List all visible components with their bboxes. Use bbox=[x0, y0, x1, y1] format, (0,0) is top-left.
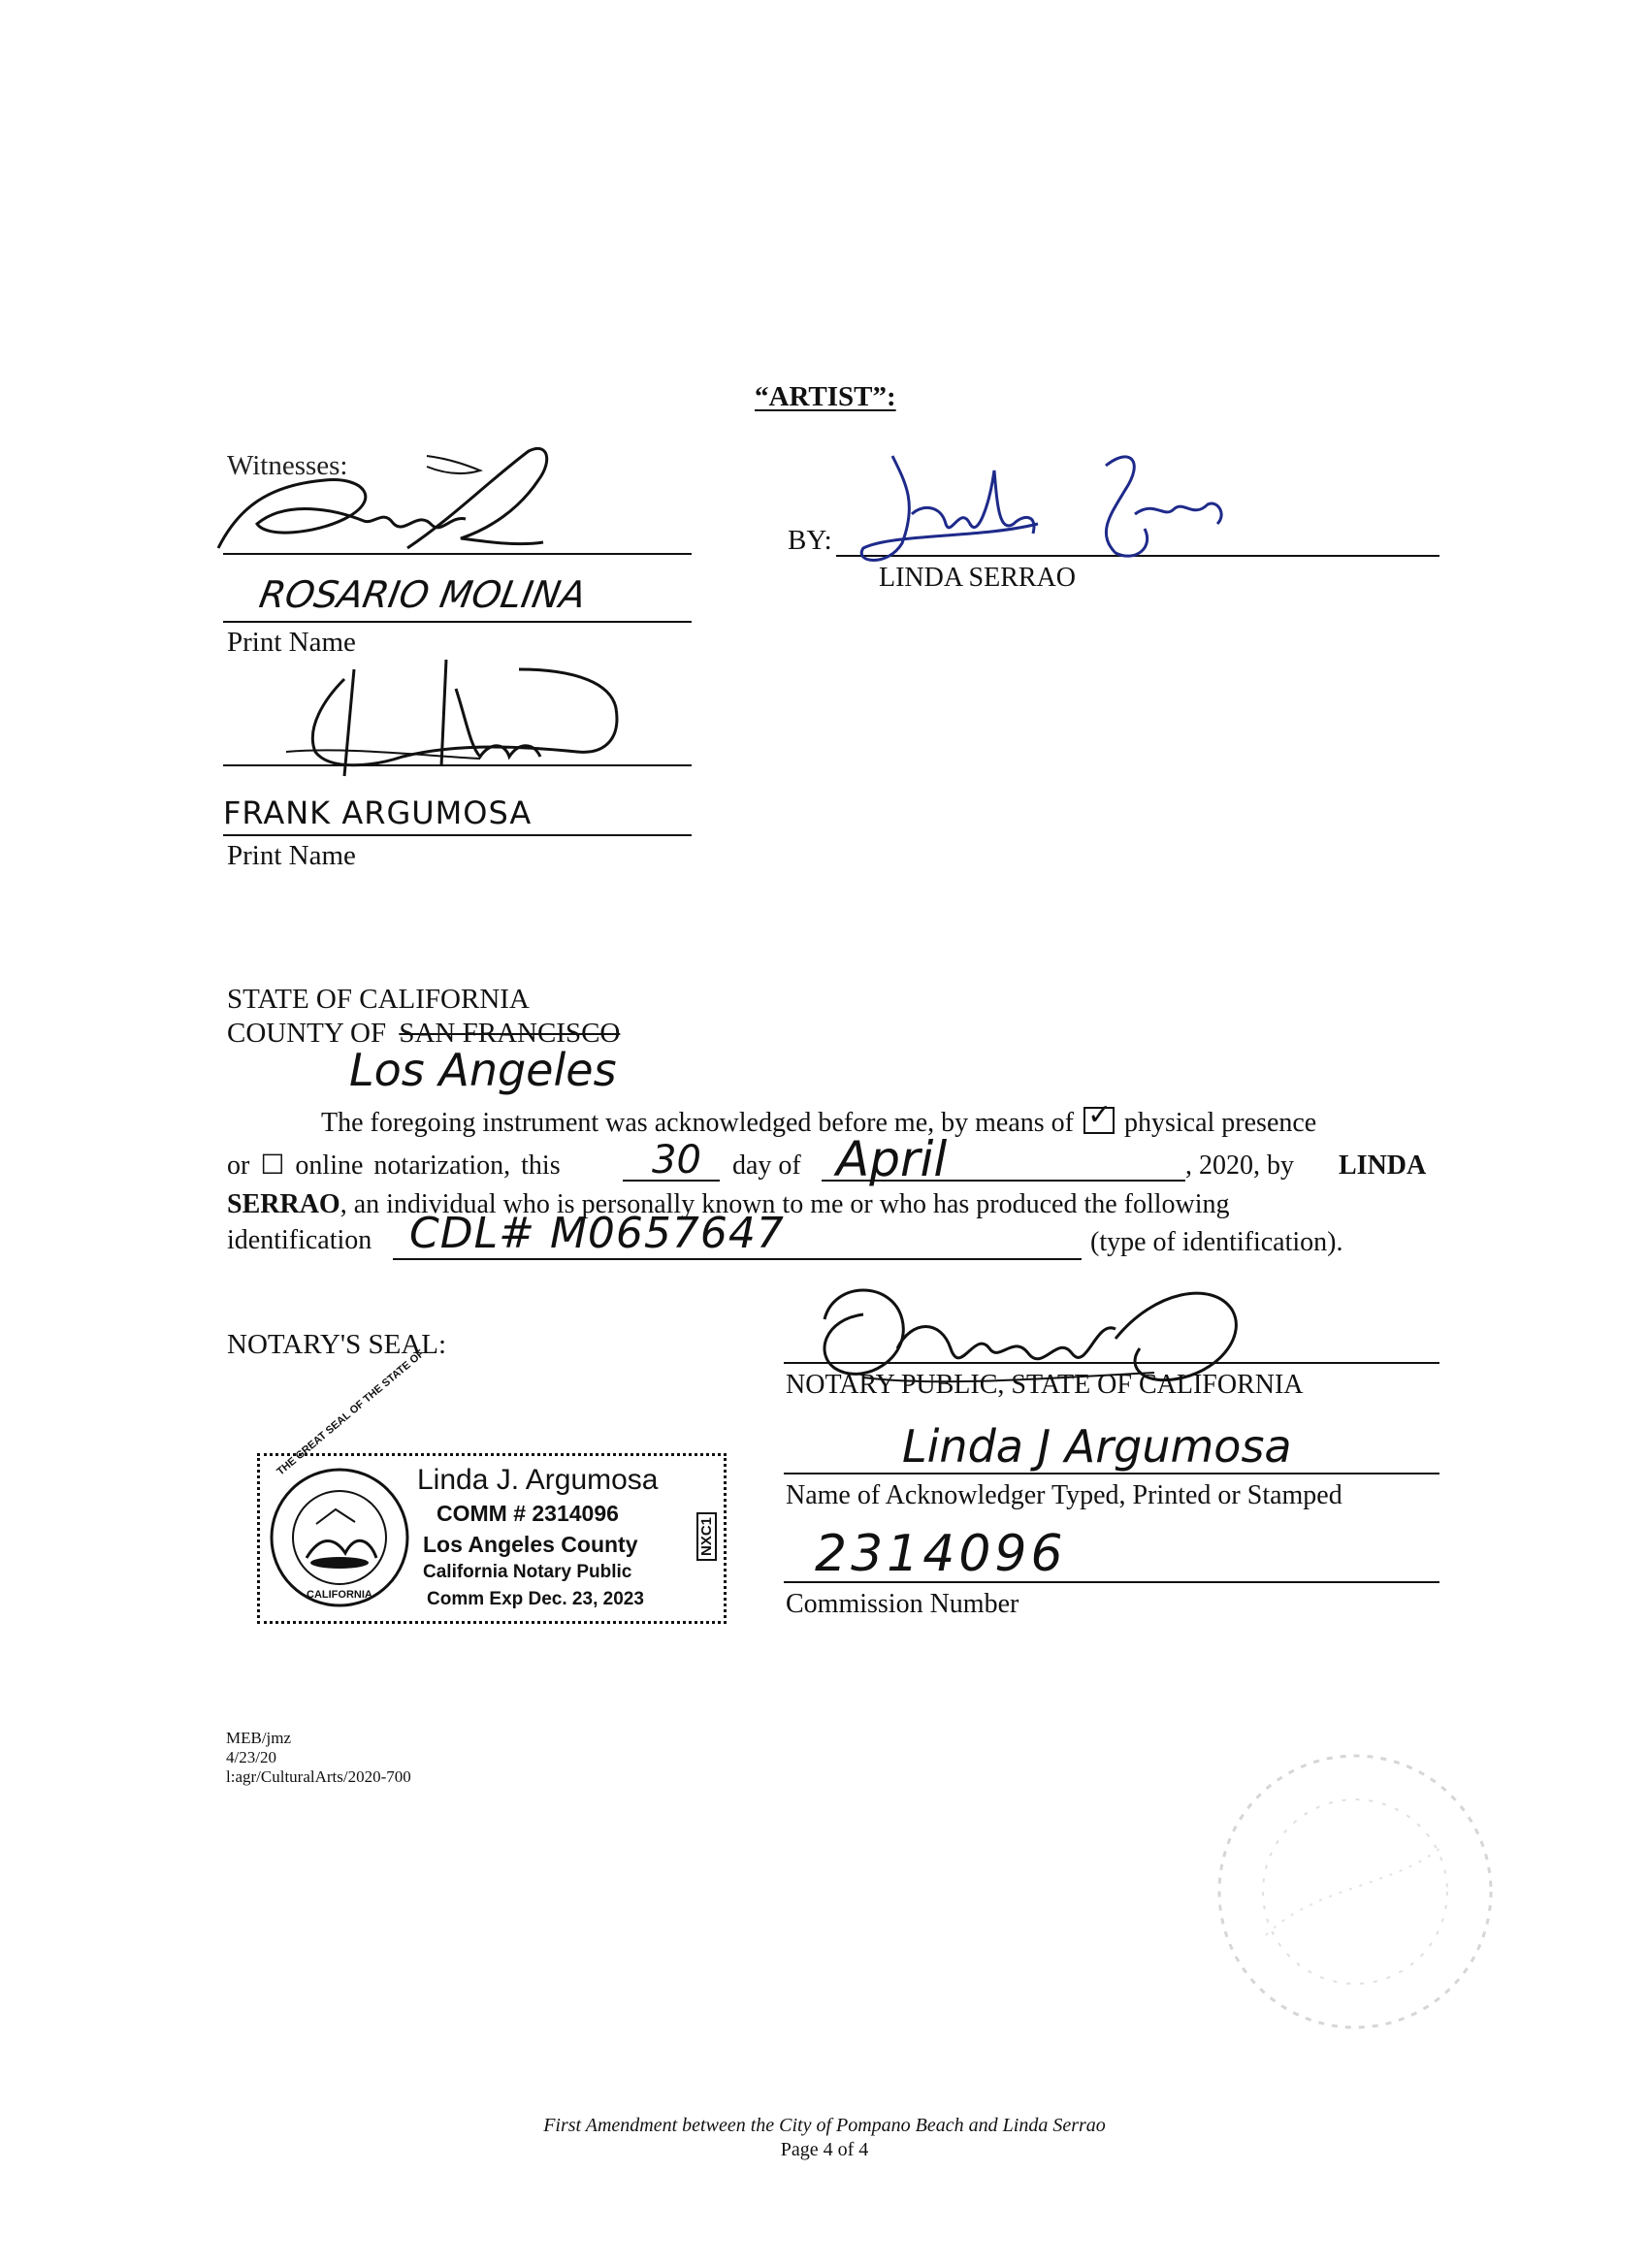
by-label: BY: bbox=[788, 525, 832, 556]
seal-ring-top: THE GREAT SEAL OF THE STATE OF bbox=[275, 1347, 427, 1478]
ref-line-3: l:agr/CulturalArts/2020-700 bbox=[226, 1767, 411, 1786]
embossed-seal-icon bbox=[1208, 1741, 1504, 2042]
ack-line-3-text: , an individual who is personally known to me or who has produced the following bbox=[340, 1189, 1230, 1219]
ack-line-2b: day of bbox=[732, 1150, 801, 1181]
ack-line-2d: LINDA bbox=[1339, 1150, 1427, 1181]
commission-label: Commission Number bbox=[786, 1589, 1019, 1619]
witness-printed-name-2: FRANK ARGUMOSA bbox=[223, 794, 533, 831]
ack-line-3-name: SERRAO bbox=[227, 1189, 340, 1219]
stamp-county: Los Angeles County bbox=[423, 1532, 638, 1557]
commission-handwritten: 2314096 bbox=[815, 1525, 1067, 1583]
notary-stamp bbox=[257, 1347, 727, 1624]
notary-name-handwritten: Linda J Argumosa bbox=[902, 1420, 1292, 1473]
stamp-title: California Notary Public bbox=[423, 1562, 632, 1582]
state-seal-icon bbox=[268, 1466, 411, 1609]
witness-print-line-2 bbox=[223, 834, 692, 836]
footer-title: First Amendment between the City of Pompano Beach and Linda Serrao bbox=[543, 2115, 1106, 2136]
notary-signature bbox=[805, 1280, 1271, 1436]
notary-title: NOTARY PUBLIC, STATE OF CALIFORNIA bbox=[786, 1370, 1304, 1400]
checkmark-icon: ✓ bbox=[1086, 1098, 1113, 1132]
stamp-side-code: NXC1 bbox=[696, 1512, 717, 1561]
witness-print-line-1 bbox=[223, 621, 692, 623]
witnesses-label: Witnesses: bbox=[227, 450, 348, 481]
stamp-name: Linda J. Argumosa bbox=[417, 1464, 659, 1496]
ref-line-1: MEB/jmz bbox=[226, 1729, 292, 1747]
notary-name-line bbox=[784, 1473, 1439, 1474]
ack-line-1-text-b: physical presence bbox=[1123, 1108, 1317, 1138]
ack-line-4a: identification bbox=[227, 1225, 372, 1255]
state-line: STATE OF CALIFORNIA bbox=[227, 984, 530, 1015]
month-handwritten: April bbox=[836, 1131, 948, 1187]
ref-line-2: 4/23/20 bbox=[226, 1748, 276, 1766]
county-label: COUNTY OF bbox=[227, 1018, 387, 1049]
ack-line-1 bbox=[321, 1098, 1317, 1138]
notary-seal-label: NOTARY'S SEAL: bbox=[227, 1329, 447, 1360]
ack-line-2a: or ☐ online notarization, this bbox=[227, 1150, 561, 1181]
physical-presence-checkbox[interactable] bbox=[1083, 1098, 1115, 1134]
witness-signature-2 bbox=[286, 650, 635, 786]
ack-line-1-text: The foregoing instrument was acknowledged before me, by means of bbox=[321, 1108, 1074, 1138]
witness-printed-name-1: ROSARIO MOLINA bbox=[256, 573, 590, 616]
county-struck: SAN FRANCISCO bbox=[399, 1018, 621, 1049]
print-name-label-2: Print Name bbox=[227, 840, 356, 871]
footer-page-number: Page 4 of 4 bbox=[780, 2139, 869, 2160]
artist-printed-name: LINDA SERRAO bbox=[879, 563, 1077, 593]
seal-ring-bottom: CALIFORNIA bbox=[307, 1589, 372, 1601]
notary-name-label: Name of Acknowledger Typed, Printed or Stamped bbox=[786, 1480, 1342, 1510]
county-handwritten: Los Angeles bbox=[349, 1044, 617, 1096]
artist-signature bbox=[834, 446, 1242, 582]
witness-signature-1 bbox=[199, 441, 567, 563]
page-heading: “ARTIST”: bbox=[755, 381, 896, 412]
id-handwritten: CDL# M0657647 bbox=[409, 1209, 785, 1258]
stamp-expires: Comm Exp Dec. 23, 2023 bbox=[427, 1589, 644, 1609]
ack-line-4b: (type of identification). bbox=[1090, 1227, 1343, 1257]
print-name-label-1: Print Name bbox=[227, 627, 356, 658]
stamp-comm: COMM # 2314096 bbox=[436, 1501, 619, 1526]
day-handwritten: 30 bbox=[652, 1138, 701, 1183]
ack-line-2c: , 2020, by bbox=[1185, 1150, 1294, 1181]
identification-line bbox=[393, 1258, 1082, 1260]
